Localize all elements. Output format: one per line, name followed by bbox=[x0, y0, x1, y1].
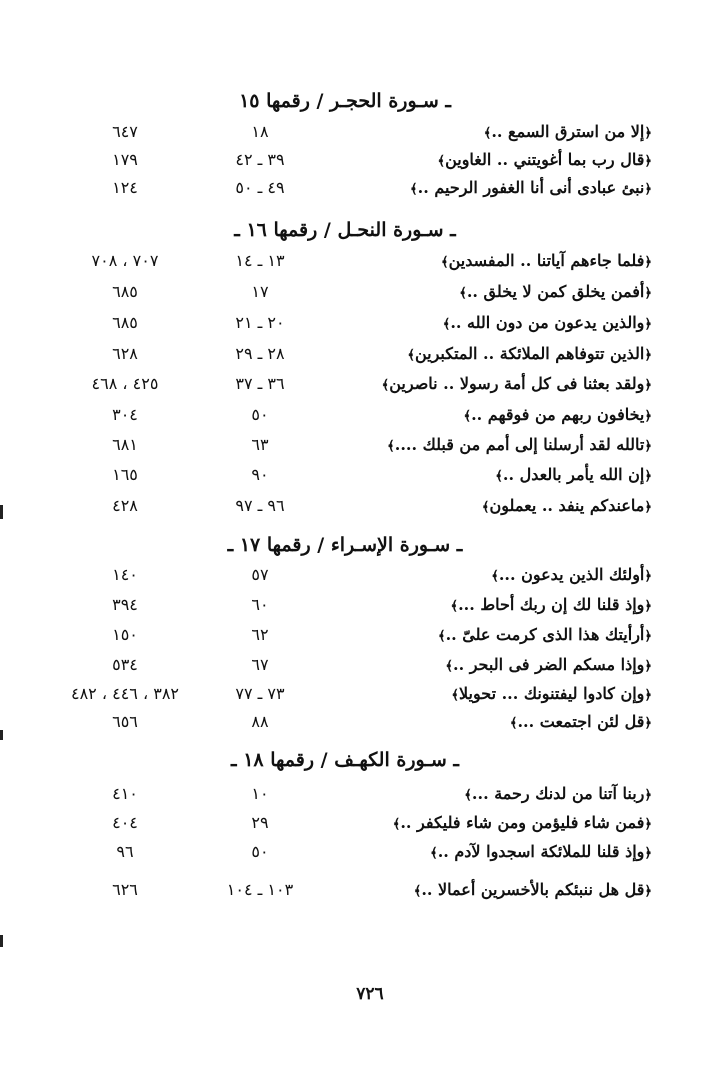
verse-quote bbox=[292, 173, 652, 203]
verse-text: فلما جاءهم آياتنا .. المفسدين bbox=[448, 251, 645, 270]
verse-quote bbox=[292, 117, 652, 147]
index-row bbox=[0, 779, 710, 809]
page-references: ٣٨٢ ، ٤٤٦ ، ٤٨٢ bbox=[70, 684, 180, 703]
close-bracket: ﴾ bbox=[495, 469, 503, 484]
verse-text: الذين تتوفاهم الملائكة .. المتكبرين bbox=[414, 344, 645, 363]
page-number: ٧٢٦ bbox=[356, 984, 384, 1004]
page-references: ٤٢٨ bbox=[112, 496, 138, 515]
verse-text: نبئ عبادى أنى أنا الغفور الرحيم .. bbox=[417, 178, 645, 197]
ayah-number: ١٠٣ ـ ١٠٤ bbox=[226, 880, 294, 899]
verse-quote bbox=[292, 145, 652, 175]
ayah-number: ٤٩ ـ ٥٠ bbox=[235, 178, 285, 197]
ayah-number: ٥٠ bbox=[251, 405, 269, 424]
ayah-number: ٢٩ bbox=[251, 813, 269, 832]
open-bracket: ﴿ bbox=[644, 182, 652, 197]
index-row bbox=[0, 590, 710, 620]
ayah-number: ٩٠ bbox=[251, 465, 269, 484]
verse-quote bbox=[292, 679, 652, 709]
close-bracket: ﴾ bbox=[445, 659, 453, 674]
verse-text: أولئك الذين يدعون ... bbox=[498, 565, 645, 584]
ayah-number: ٥٧ bbox=[251, 565, 269, 584]
close-bracket: ﴾ bbox=[442, 317, 451, 332]
close-bracket: ﴾ bbox=[437, 629, 446, 644]
index-row bbox=[0, 837, 710, 867]
open-bracket: ﴿ bbox=[644, 126, 652, 141]
scan-edge-mark bbox=[0, 505, 3, 519]
verse-quote bbox=[292, 837, 652, 867]
scan-edge-mark bbox=[0, 935, 3, 947]
open-bracket: ﴿ bbox=[644, 846, 652, 861]
close-bracket: ﴾ bbox=[407, 348, 415, 363]
verse-quote bbox=[292, 560, 652, 590]
close-bracket: ﴾ bbox=[483, 126, 492, 141]
index-row bbox=[0, 145, 710, 175]
index-row bbox=[0, 808, 710, 838]
open-bracket: ﴿ bbox=[644, 255, 652, 270]
open-bracket: ﴿ bbox=[644, 788, 652, 803]
ayah-number: ١٧ bbox=[251, 282, 269, 301]
ayah-number: ٣٩ ـ ٤٢ bbox=[235, 150, 285, 169]
page-references: ٣٩٤ bbox=[112, 595, 138, 614]
ayah-number: ٨٨ bbox=[251, 712, 269, 731]
close-bracket: ﴾ bbox=[491, 569, 499, 584]
close-bracket: ﴾ bbox=[459, 286, 467, 301]
verse-text: قل لئن اجتمعت ... bbox=[517, 712, 645, 731]
index-row bbox=[0, 620, 710, 650]
close-bracket: ﴾ bbox=[410, 182, 418, 197]
open-bracket: ﴿ bbox=[644, 817, 652, 832]
section-heading-hijr: ـ سـورة الحجـر / رقمها ١٥ bbox=[239, 90, 451, 112]
verse-text: فمن شاء فليؤمن ومن شاء فليكفر .. bbox=[400, 813, 645, 832]
verse-quote bbox=[292, 590, 652, 620]
section-heading-nahl: ـ سـورة النحـل / رقمها ١٦ ـ bbox=[234, 219, 456, 241]
page-references: ٦٨١ bbox=[112, 435, 138, 454]
verse-text: ولقد بعثنا فى كل أمة رسولا .. ناصرين bbox=[389, 374, 645, 393]
close-bracket: ﴾ bbox=[440, 255, 449, 270]
close-bracket: ﴾ bbox=[392, 817, 401, 832]
index-row bbox=[0, 173, 710, 203]
page-references: ٤٢٥ ، ٤٦٨ bbox=[91, 374, 159, 393]
verse-text: وإذا مسكم الضر فى البحر .. bbox=[453, 655, 645, 674]
index-row bbox=[0, 650, 710, 680]
index-row bbox=[0, 277, 710, 307]
page-references: ٣٠٤ bbox=[112, 405, 138, 424]
verse-text: قل هل ننبئكم بالأخسرين أعمالا .. bbox=[421, 880, 645, 899]
verse-quote bbox=[292, 779, 652, 809]
ayah-number: ٢٨ ـ ٢٩ bbox=[235, 344, 285, 363]
verse-quote bbox=[292, 369, 652, 399]
index-row bbox=[0, 308, 710, 338]
index-row bbox=[0, 246, 710, 276]
index-row bbox=[0, 560, 710, 590]
verse-quote bbox=[292, 460, 652, 490]
open-bracket: ﴿ bbox=[644, 409, 652, 424]
verse-quote bbox=[292, 339, 652, 369]
page-references: ١٦٥ bbox=[112, 465, 138, 484]
verse-text: والذين يدعون من دون الله .. bbox=[450, 313, 645, 332]
open-bracket: ﴿ bbox=[644, 569, 652, 584]
ayah-number: ٧٣ ـ ٧٧ bbox=[235, 684, 285, 703]
scan-edge-mark bbox=[0, 730, 3, 740]
close-bracket: ﴾ bbox=[463, 409, 472, 424]
page-references: ٩٦ bbox=[116, 842, 134, 861]
ayah-number: ١٠ bbox=[251, 784, 269, 803]
page-references: ٦٨٥ bbox=[112, 313, 138, 332]
section-heading-isra: ـ سـورة الإسـراء / رقمها ١٧ ـ bbox=[227, 534, 463, 556]
open-bracket: ﴿ bbox=[644, 884, 652, 899]
index-row bbox=[0, 679, 710, 709]
index-row bbox=[0, 117, 710, 147]
verse-text: ربنا آتنا من لدنك رحمة ... bbox=[471, 784, 645, 803]
verse-quote bbox=[292, 620, 652, 650]
page-references: ٦٥٦ bbox=[112, 712, 138, 731]
close-bracket: ﴾ bbox=[381, 378, 390, 393]
open-bracket: ﴿ bbox=[644, 439, 652, 454]
page-references: ٥٣٤ bbox=[112, 655, 138, 674]
index-row bbox=[0, 369, 710, 399]
page-references: ٧٠٧ ، ٧٠٨ bbox=[91, 251, 159, 270]
page-references: ١٤٠ bbox=[112, 565, 138, 584]
verse-quote bbox=[292, 277, 652, 307]
page-references: ٦٨٥ bbox=[112, 282, 138, 301]
verse-text: وإن كادوا ليفتنونك ... تحويلا bbox=[458, 684, 645, 703]
verse-quote bbox=[292, 491, 652, 521]
open-bracket: ﴿ bbox=[644, 500, 652, 515]
verse-text: إلا من استرق السمع .. bbox=[491, 122, 645, 141]
page-references: ١٢٤ bbox=[112, 178, 138, 197]
verse-quote bbox=[292, 707, 652, 737]
page-references: ١٧٩ bbox=[112, 150, 138, 169]
close-bracket: ﴾ bbox=[387, 439, 395, 454]
open-bracket: ﴿ bbox=[644, 154, 652, 169]
open-bracket: ﴿ bbox=[644, 469, 652, 484]
ayah-number: ٦٧ bbox=[251, 655, 269, 674]
open-bracket: ﴿ bbox=[644, 348, 652, 363]
ayah-number: ١٨ bbox=[251, 122, 269, 141]
page-references: ٦٢٨ bbox=[112, 344, 138, 363]
page-references: ٦٤٧ bbox=[112, 122, 138, 141]
page-references: ٦٢٦ bbox=[112, 880, 138, 899]
close-bracket: ﴾ bbox=[437, 154, 446, 169]
index-row bbox=[0, 460, 710, 490]
open-bracket: ﴿ bbox=[644, 317, 652, 332]
page-references: ٤١٠ bbox=[112, 784, 138, 803]
close-bracket: ﴾ bbox=[413, 884, 422, 899]
verse-quote bbox=[292, 308, 652, 338]
index-row bbox=[0, 339, 710, 369]
ayah-number: ٥٠ bbox=[251, 842, 269, 861]
ayah-number: ٩٦ ـ ٩٧ bbox=[235, 496, 285, 515]
close-bracket: ﴾ bbox=[464, 788, 472, 803]
close-bracket: ﴾ bbox=[430, 846, 438, 861]
ayah-number: ١٣ ـ ١٤ bbox=[235, 251, 285, 270]
index-row bbox=[0, 400, 710, 430]
verse-quote bbox=[292, 875, 652, 905]
verse-text: وإذ قلنا للملائكة اسجدوا لآدم .. bbox=[437, 842, 645, 861]
close-bracket: ﴾ bbox=[450, 599, 459, 614]
page-references: ٤٠٤ bbox=[112, 813, 138, 832]
index-row bbox=[0, 875, 710, 905]
verse-text: إن الله يأمر بالعدل .. bbox=[502, 465, 645, 484]
open-bracket: ﴿ bbox=[644, 286, 652, 301]
ayah-number: ٦٢ bbox=[251, 625, 269, 644]
verse-quote bbox=[292, 650, 652, 680]
verse-text: تالله لقد أرسلنا إلى أمم من قبلك .... bbox=[394, 435, 645, 454]
open-bracket: ﴿ bbox=[644, 659, 652, 674]
verse-quote bbox=[292, 808, 652, 838]
verse-text: أرأيتك هذا الذى كرمت علىّ .. bbox=[445, 625, 645, 644]
open-bracket: ﴿ bbox=[644, 688, 652, 703]
verse-quote bbox=[292, 430, 652, 460]
ayah-number: ٦٠ bbox=[251, 595, 269, 614]
page-references: ١٥٠ bbox=[112, 625, 138, 644]
open-bracket: ﴿ bbox=[644, 599, 652, 614]
section-heading-kahf: ـ سـورة الكهـف / رقمها ١٨ ـ bbox=[231, 749, 459, 771]
index-row bbox=[0, 430, 710, 460]
verse-text: أفمن يخلق كمن لا يخلق .. bbox=[466, 282, 645, 301]
index-row bbox=[0, 707, 710, 737]
ayah-number: ٦٣ bbox=[251, 435, 269, 454]
close-bracket: ﴾ bbox=[481, 500, 490, 515]
ayah-number: ٣٦ ـ ٣٧ bbox=[235, 374, 285, 393]
open-bracket: ﴿ bbox=[644, 378, 652, 393]
close-bracket: ﴾ bbox=[509, 716, 518, 731]
verse-quote bbox=[292, 246, 652, 276]
open-bracket: ﴿ bbox=[644, 716, 652, 731]
verse-text: قال رب بما أغويتني .. الغاوين bbox=[445, 150, 645, 169]
index-row bbox=[0, 491, 710, 521]
verse-text: يخافون ربهم من فوقهم .. bbox=[471, 405, 645, 424]
open-bracket: ﴿ bbox=[644, 629, 652, 644]
verse-quote bbox=[292, 400, 652, 430]
verse-text: ماعندكم ينفد .. يعملون bbox=[489, 496, 645, 515]
verse-text: وإذ قلنا لك إن ربك أحاط ... bbox=[458, 595, 645, 614]
close-bracket: ﴾ bbox=[451, 688, 459, 703]
ayah-number: ٢٠ ـ ٢١ bbox=[235, 313, 285, 332]
